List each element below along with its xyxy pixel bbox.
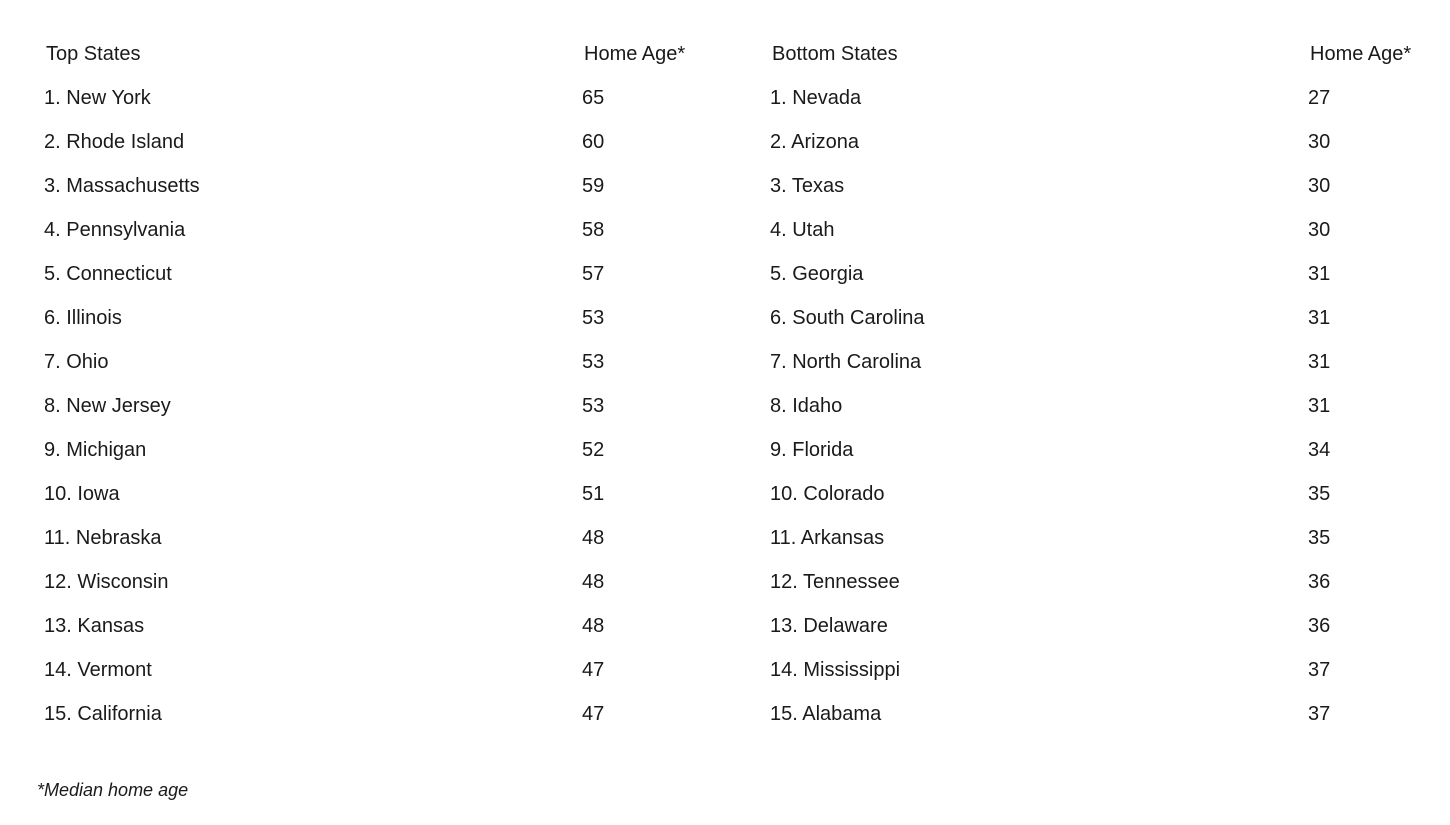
home-age-value: 47 (582, 659, 605, 681)
home-age-value: 59 (582, 175, 605, 197)
home-age-value: 30 (1308, 175, 1331, 197)
home-age-value: 47 (582, 703, 605, 725)
home-age-value: 30 (1308, 219, 1331, 241)
home-age-value: 31 (1308, 307, 1331, 329)
state-name: 6. Illinois (44, 307, 122, 329)
state-name: 2. Rhode Island (44, 131, 185, 153)
home-age-value: 34 (1308, 439, 1331, 461)
header-home-age: Home Age* (1310, 43, 1412, 65)
state-name: 6. South Carolina (770, 307, 925, 329)
state-name: 10. Iowa (44, 483, 120, 505)
state-name: 14. Vermont (44, 659, 152, 681)
home-age-value: 60 (582, 131, 605, 153)
state-name: 11. Nebraska (44, 527, 162, 549)
home-age-value: 30 (1308, 131, 1331, 153)
state-name: 7. North Carolina (770, 351, 922, 373)
state-name: 13. Kansas (44, 615, 145, 637)
state-name: 4. Pennsylvania (44, 219, 186, 241)
footnote: *Median home age (37, 780, 189, 800)
home-age-value: 31 (1308, 395, 1331, 417)
home-age-value: 36 (1308, 615, 1331, 637)
state-name: 8. New Jersey (44, 395, 171, 417)
state-name: 13. Delaware (770, 615, 888, 637)
state-name: 9. Florida (770, 439, 854, 461)
home-age-value: 31 (1308, 351, 1331, 373)
state-name: 3. Massachusetts (44, 175, 200, 197)
state-name: 1. Nevada (770, 87, 862, 109)
home-age-value: 53 (582, 395, 605, 417)
home-age-value: 37 (1308, 703, 1331, 725)
home-age-value: 35 (1308, 483, 1331, 505)
header-home-age: Home Age* (584, 43, 686, 65)
state-name: 12. Tennessee (770, 571, 900, 593)
home-age-value: 27 (1308, 87, 1331, 109)
state-name: 4. Utah (770, 219, 835, 241)
home-age-value: 57 (582, 263, 605, 285)
home-age-value: 53 (582, 351, 605, 373)
home-age-value: 58 (582, 219, 605, 241)
state-name: 8. Idaho (770, 395, 843, 417)
home-age-value: 65 (582, 87, 605, 109)
state-name: 7. Ohio (44, 351, 109, 373)
state-name: 1. New York (44, 87, 151, 109)
state-name: 11. Arkansas (770, 527, 885, 549)
home-age-value: 53 (582, 307, 605, 329)
state-name: 9. Michigan (44, 439, 147, 461)
home-age-value: 37 (1308, 659, 1331, 681)
header-state: Bottom States (772, 43, 898, 65)
home-age-value: 48 (582, 615, 605, 637)
home-age-value: 48 (582, 571, 605, 593)
state-name: 15. California (44, 703, 162, 725)
state-name: 14. Mississippi (770, 659, 901, 681)
state-name: 3. Texas (770, 175, 845, 197)
state-name: 15. Alabama (770, 703, 882, 725)
state-name: 5. Georgia (770, 263, 864, 285)
home-age-value: 31 (1308, 263, 1331, 285)
state-name: 5. Connecticut (44, 263, 172, 285)
state-name: 12. Wisconsin (44, 571, 169, 593)
home-age-value: 48 (582, 527, 605, 549)
state-name: 2. Arizona (770, 131, 859, 153)
home-age-value: 35 (1308, 527, 1331, 549)
home-age-value: 52 (582, 439, 605, 461)
home-age-value: 51 (582, 483, 605, 505)
state-name: 10. Colorado (770, 483, 885, 505)
header-state: Top States (46, 43, 141, 65)
home-age-value: 36 (1308, 571, 1331, 593)
